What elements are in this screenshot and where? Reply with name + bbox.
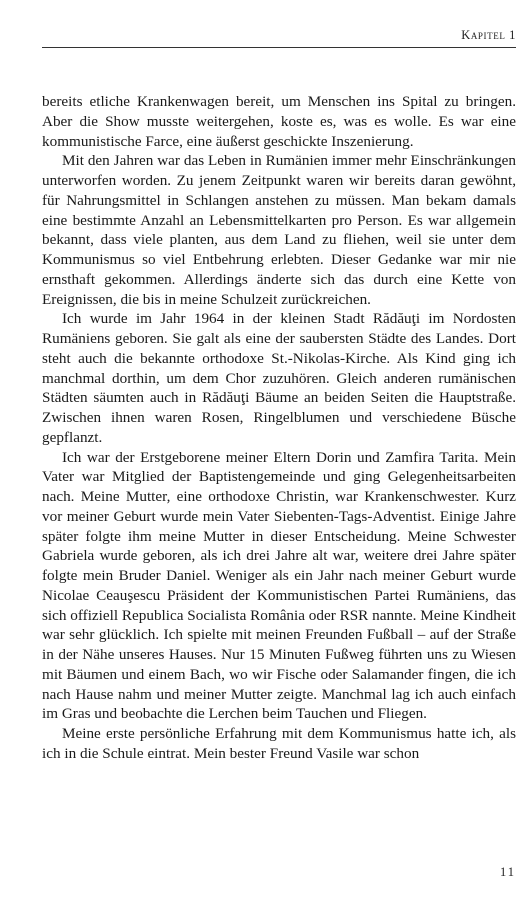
running-header [42,28,516,46]
paragraph: bereits etliche Krankenwagen bereit, um Menschen ins Spital zu bringen. Aber die Show musste weitergehen, koste es, was es wolle. Es war eine kommunistische Farce, eine äußerst geschickte Inszenierung. [42,93,516,150]
page-number: 11 [499,865,516,879]
header-rule [42,47,516,48]
paragraph: Meine erste persönliche Erfahrung mit dem Kommunismus hatte ich, als ich in die Schule eintrat. Mein bester Freund Vasile war schon [42,725,516,762]
chapter-label: Kapitel 1 [461,28,516,42]
paragraph: Ich war der Erstgeborene meiner Eltern Dorin und Zamfira Tarita. Mein Vater war Mitglied der Baptistengemeinde und ging Gelegenheitsarbeiten nach. Meine Mutter, eine orthodoxe Christin, war Krankenschwester. Kurz vor meiner Geburt wurde mein Vater Siebenten-Tags-Adventist. Einige Jahre später folgte ihm meine Mutter in dieser Entscheidung. Meine Schwester Gabriela wurde geboren, als ich drei Jahre alt war, weitere drei Jahre später folgte mein Bruder Daniel. Weniger als ein Jahr nach meiner Geburt wurde Nicolae Ceauşescu Präsident der Kommunistischen Partei Rumäniens, das sich offiziell Republica Socialista România oder RSR nannte. Meine Kindheit war sehr glücklich. Ich spielte mit meinen Freunden Fußball – auf der Straße in der Nähe unseres Hauses. Nur 15 Minuten Fußweg führten uns zu Wiesen mit Bäumen und einem Bach, wo wir Fische oder Salamander fingen, die ich nach Hause nahm und meiner Mutter zeigte. Manchmal lag ich auch einfach im Gras und beobachte die Lerchen beim Tauchen und Fliegen. [42,448,516,723]
paragraph: Mit den Jahren war das Leben in Rumänien immer mehr Einschränkungen unterworfen worden. Zu jenem Zeitpunkt waren wir bereits daran gewöhnt, für Nahrungsmittel in Schlangen anstehen zu müssen. Man bekam damals eine bestimmte Anzahl an Lebensmittelkarten pro Person. Es war allgemein bekannt, dass viele planten, aus dem Land zu fliehen, weil sie unter dem Kommunismus so viel Entbehrung erlebten. Dieser Gedanke war mir nie ernsthaft gekommen. Allerdings änderte sich das durch eine Kette von Ereignissen, die bis in meine Schulzeit zurückreichen. [42,152,516,308]
paragraph: Ich wurde im Jahr 1964 in der kleinen Stadt Rădăuţi im Nordosten Rumäniens geboren. Sie galt als eine der saubersten Städte des Landes. Dort steht auch die bekannte orthodoxe St.-Nikolas-Kirche. Als Kind ging ich manchmal dorthin, um dem Chor zuzuhören. Gleich anderen rumänischen Städten säumten auch in Rădăuţi Bäume an beiden Seiten die Hauptstraße. Zwischen ihnen waren Rosen, Ringelblumen und verschiedene Büsche gepflanzt. [42,310,516,446]
body-text [42,92,516,764]
